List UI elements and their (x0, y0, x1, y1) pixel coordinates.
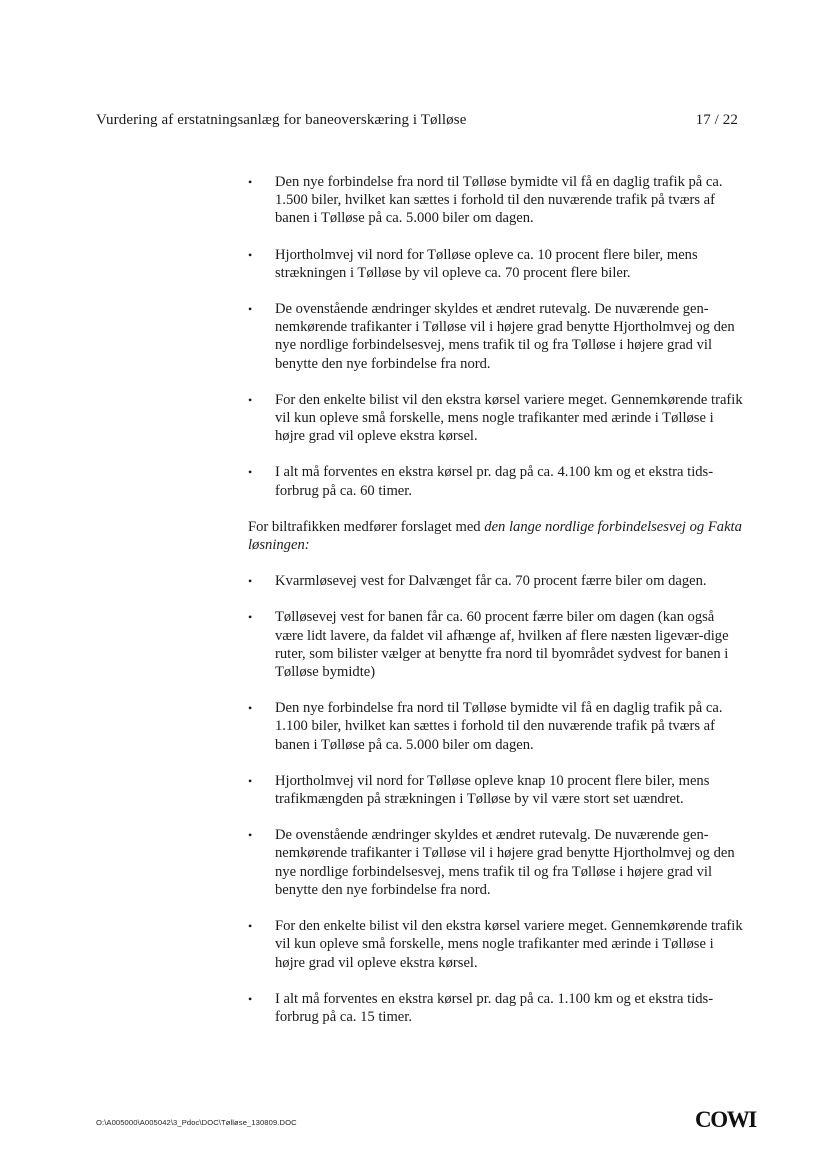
list-item-text: Hjortholmvej vil nord for Tølløse opleve ca. 10 procent flere biler, mens strækningen i Tølløse by vil opleve ca. 70 procent flere biler. (275, 246, 698, 281)
list-item (248, 917, 746, 972)
bullet-dot-icon: • (248, 919, 253, 934)
page-number: 17 / 22 (695, 112, 738, 128)
list-item-text: Tølløsevej vest for banen får ca. 60 procent færre biler om dagen (kan også være lidt lavere, da faldet vil afhænge af, hvilken af flere næsten ligevær-dige ruter, som bilister vælger at benytte fra nord til byområdet sydvest for banen i Tølløse bymidte) (275, 609, 729, 681)
footer-file-path: O:\A005000\A005042\3_Pdoc\DOC\Tølløse_130809.DOC (96, 1118, 297, 1127)
bullet-dot-icon: • (248, 991, 253, 1006)
bullet-dot-icon: • (248, 175, 253, 189)
list-item-text: Den nye forbindelse fra nord til Tølløse bymidte vil få en daglig trafik på ca. 1.500 biler, hvilket kan sættes i forhold til den nuværende trafik på tværs af banen i Tølløse på ca. 5.000 biler om dagen. (275, 174, 723, 227)
list-item-text: De ovenstående ændringer skyldes et ændret rutevalg. De nuværende gen-nemkørende trafikanter i Tølløse vil i højere grad benytte Hjortholmvej og den nye nordlige forbindelsesvej, mens trafik til og fra Tølløse i højere grad vil benytte den nye forbindelse fra nord. (275, 827, 735, 898)
bullet-dot-icon: • (248, 302, 253, 317)
bullet-list-second (248, 572, 746, 1026)
intro-paragraph (248, 518, 746, 554)
bullet-dot-icon: • (248, 701, 253, 716)
list-item (248, 772, 746, 808)
intro-text: For biltrafikken medfører forslaget med (248, 518, 485, 535)
list-item-text: Kvarmløsevej vest for Dalvænget får ca. 70 procent færre biler om dagen. (275, 573, 707, 590)
bullet-dot-icon: • (248, 828, 253, 843)
list-item-text: De ovenstående ændringer skyldes et ændret rutevalg. De nuværende gen-nemkørende trafikanter i Tølløse vil i højere grad benytte Hjortholmvej og den nye nordlige forbindelsesvej, mens trafik til og fra Tølløse i højere grad vil benytte den nye forbindelse fra nord. (275, 301, 735, 372)
bullet-dot-icon: • (248, 610, 253, 625)
list-item (248, 246, 746, 282)
list-item (248, 572, 746, 590)
intro-emphasis: den lange nordlige forbindelsesvej og Fakta løsningen: (248, 518, 742, 554)
bullet-dot-icon: • (248, 773, 253, 788)
document-title: Vurdering af erstatningsanlæg for baneoverskæring i Tølløse (96, 112, 467, 128)
bullet-dot-icon: • (248, 574, 253, 589)
list-item (248, 173, 746, 228)
bullet-dot-icon: • (248, 247, 253, 262)
list-item (248, 699, 746, 754)
list-item-text: I alt må forventes en ekstra kørsel pr. dag på ca. 4.100 km og et ekstra tids-forbrug på ca. 60 timer. (275, 464, 714, 499)
bullet-dot-icon: • (248, 465, 253, 480)
list-item-text: For den enkelte bilist vil den ekstra kørsel variere meget. Gennemkørende trafik vil kun opleve små forskelle, mens nogle trafikanter med ærinde i Tølløse i højre grad vil opleve ekstra kørsel. (275, 391, 743, 445)
list-item-text: Hjortholmvej vil nord for Tølløse opleve knap 10 procent flere biler, mens trafikmængden på strækningen i Tølløse by vil være stort set uændret. (275, 772, 710, 808)
list-item (248, 826, 746, 899)
bullet-dot-icon: • (248, 392, 253, 407)
list-item (248, 608, 746, 681)
list-item-text: I alt må forventes en ekstra kørsel pr. dag på ca. 1.100 km og et ekstra tids-forbrug på ca. 15 timer. (275, 990, 714, 1025)
bullet-list-first (248, 173, 746, 500)
list-item (248, 391, 746, 446)
list-item (248, 990, 746, 1026)
list-item (248, 300, 746, 373)
page-header (96, 112, 738, 134)
list-item (248, 463, 746, 499)
list-item-text: For den enkelte bilist vil den ekstra kørsel variere meget. Gennemkørende trafik vil kun opleve små forskelle, mens nogle trafikanter med ærinde i Tølløse i højre grad vil opleve ekstra kørsel. (275, 918, 743, 971)
body-text (248, 173, 746, 1026)
list-item-text: Den nye forbindelse fra nord til Tølløse bymidte vil få en daglig trafik på ca. 1.100 biler, hvilket kan sættes i forhold til den nuværende trafik på tværs af banen i Tølløse på ca. 5.000 biler om dagen. (275, 700, 723, 753)
cowi-logo: COWI (695, 1107, 756, 1132)
